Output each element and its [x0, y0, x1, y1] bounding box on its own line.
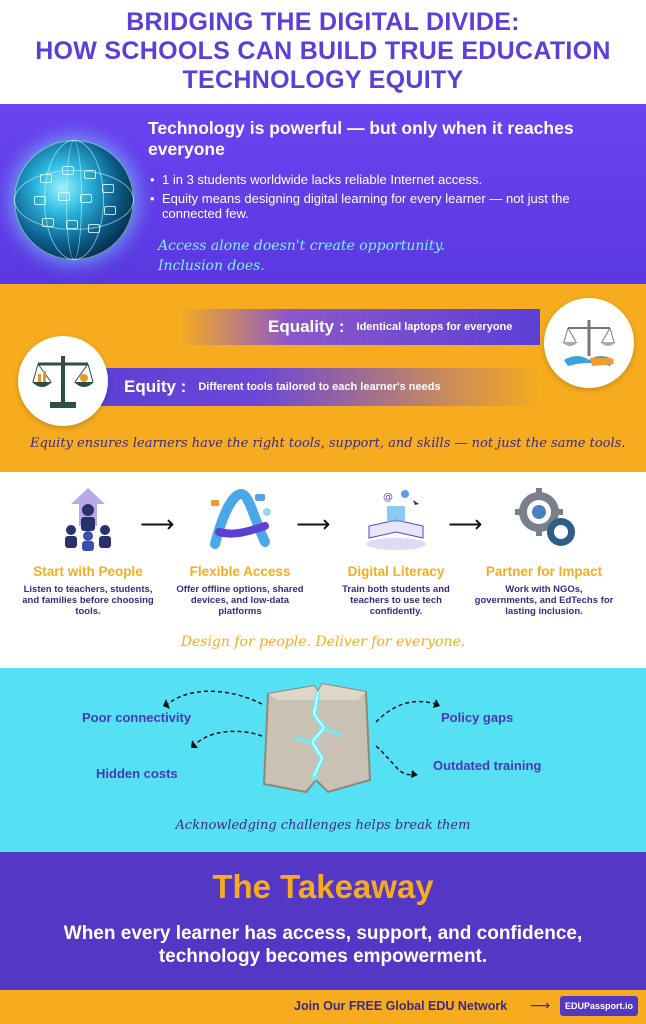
- challenges-section: [0, 668, 646, 852]
- step-title: Digital Literacy: [347, 564, 445, 579]
- ribbon-icon: [205, 486, 275, 552]
- title-line-2: HOW SCHOOLS CAN BUILD TRUE EDUCATION: [35, 37, 611, 65]
- challenge-label: Policy gaps: [441, 710, 514, 725]
- globe-icon: [14, 140, 134, 260]
- equality-bar: [180, 309, 540, 345]
- page-header: [0, 0, 646, 104]
- steps-section: [0, 472, 646, 668]
- equity-bar: [70, 368, 540, 406]
- takeaway-body: When every learner has access, support, and confidence, technology becomes empowerment.: [63, 923, 583, 967]
- intro-script-quote: [158, 236, 445, 276]
- script-line-2: Inclusion does.: [158, 258, 265, 274]
- step-title: Partner for Impact: [485, 564, 603, 579]
- intro-bullets: [150, 172, 610, 225]
- equity-section: [0, 284, 646, 472]
- book-icon: [361, 486, 431, 552]
- page-title: [0, 8, 646, 95]
- arrow-right-icon: ⟶: [448, 511, 483, 538]
- step-desc: Listen to teachers, students, and families before choosing tools.: [22, 584, 154, 617]
- title-line-3: TECHNOLOGY EQUITY: [182, 66, 464, 94]
- people-icon: [53, 486, 123, 552]
- intro-heading: Technology is powerful — but only when it reaches everyone: [148, 118, 574, 159]
- svg-text:@: @: [383, 492, 393, 503]
- arrow-right-icon: ⟶: [140, 511, 175, 538]
- list-item: • 1 in 3 students worldwide lacks reliable Internet access.: [150, 172, 610, 187]
- list-item: • Equity means designing digital learning for every learner — not just the connected few.: [150, 191, 610, 221]
- cracked-rock-icon: [258, 680, 376, 798]
- arrow-right-icon: ⟶: [530, 997, 551, 1013]
- takeaway-section: [0, 852, 646, 990]
- hands-scale-icon: [544, 298, 634, 388]
- scale-icon: [18, 336, 108, 426]
- gears-icon: [509, 486, 579, 552]
- step-title: Flexible Access: [189, 564, 291, 579]
- intro-section: [0, 104, 646, 284]
- step-desc: Train both students and teachers to use tech confidently.: [342, 584, 450, 617]
- takeaway-title: The Takeaway: [212, 868, 434, 905]
- challenges-tagline: Acknowledging challenges helps break them: [175, 818, 471, 833]
- title-line-1: BRIDGING THE DIGITAL DIVIDE:: [126, 8, 520, 36]
- footer: [0, 990, 646, 1024]
- step-desc: Work with NGOs, governments, and EdTechs for lasting inclusion.: [474, 584, 614, 617]
- equality-title: Equality :: [268, 317, 345, 336]
- equity-desc: Different tools tailored to each learner's needs: [198, 381, 441, 393]
- step-title: Start with People: [33, 564, 143, 579]
- challenge-label: Poor connectivity: [82, 710, 192, 725]
- arrow-right-icon: ⟶: [296, 511, 331, 538]
- equality-desc: Identical laptops for everyone: [356, 321, 513, 333]
- challenge-label: Outdated training: [433, 758, 542, 773]
- edupassport-logo[interactable]: EDUPassport.io: [560, 996, 638, 1016]
- footer-cta-link[interactable]: Join Our FREE Global EDU Network: [294, 999, 508, 1013]
- step-desc: Offer offline options, shared devices, and low-data platforms: [176, 584, 304, 617]
- equity-tagline: Equity ensures learners have the right tools, support, and skills — not just the same tools.: [30, 436, 626, 451]
- equity-title: Equity :: [124, 377, 187, 396]
- script-line-1: Access alone doesn't create opportunity.: [158, 238, 445, 254]
- challenge-label: Hidden costs: [96, 766, 178, 781]
- steps-tagline: Design for people. Deliver for everyone.: [180, 634, 466, 650]
